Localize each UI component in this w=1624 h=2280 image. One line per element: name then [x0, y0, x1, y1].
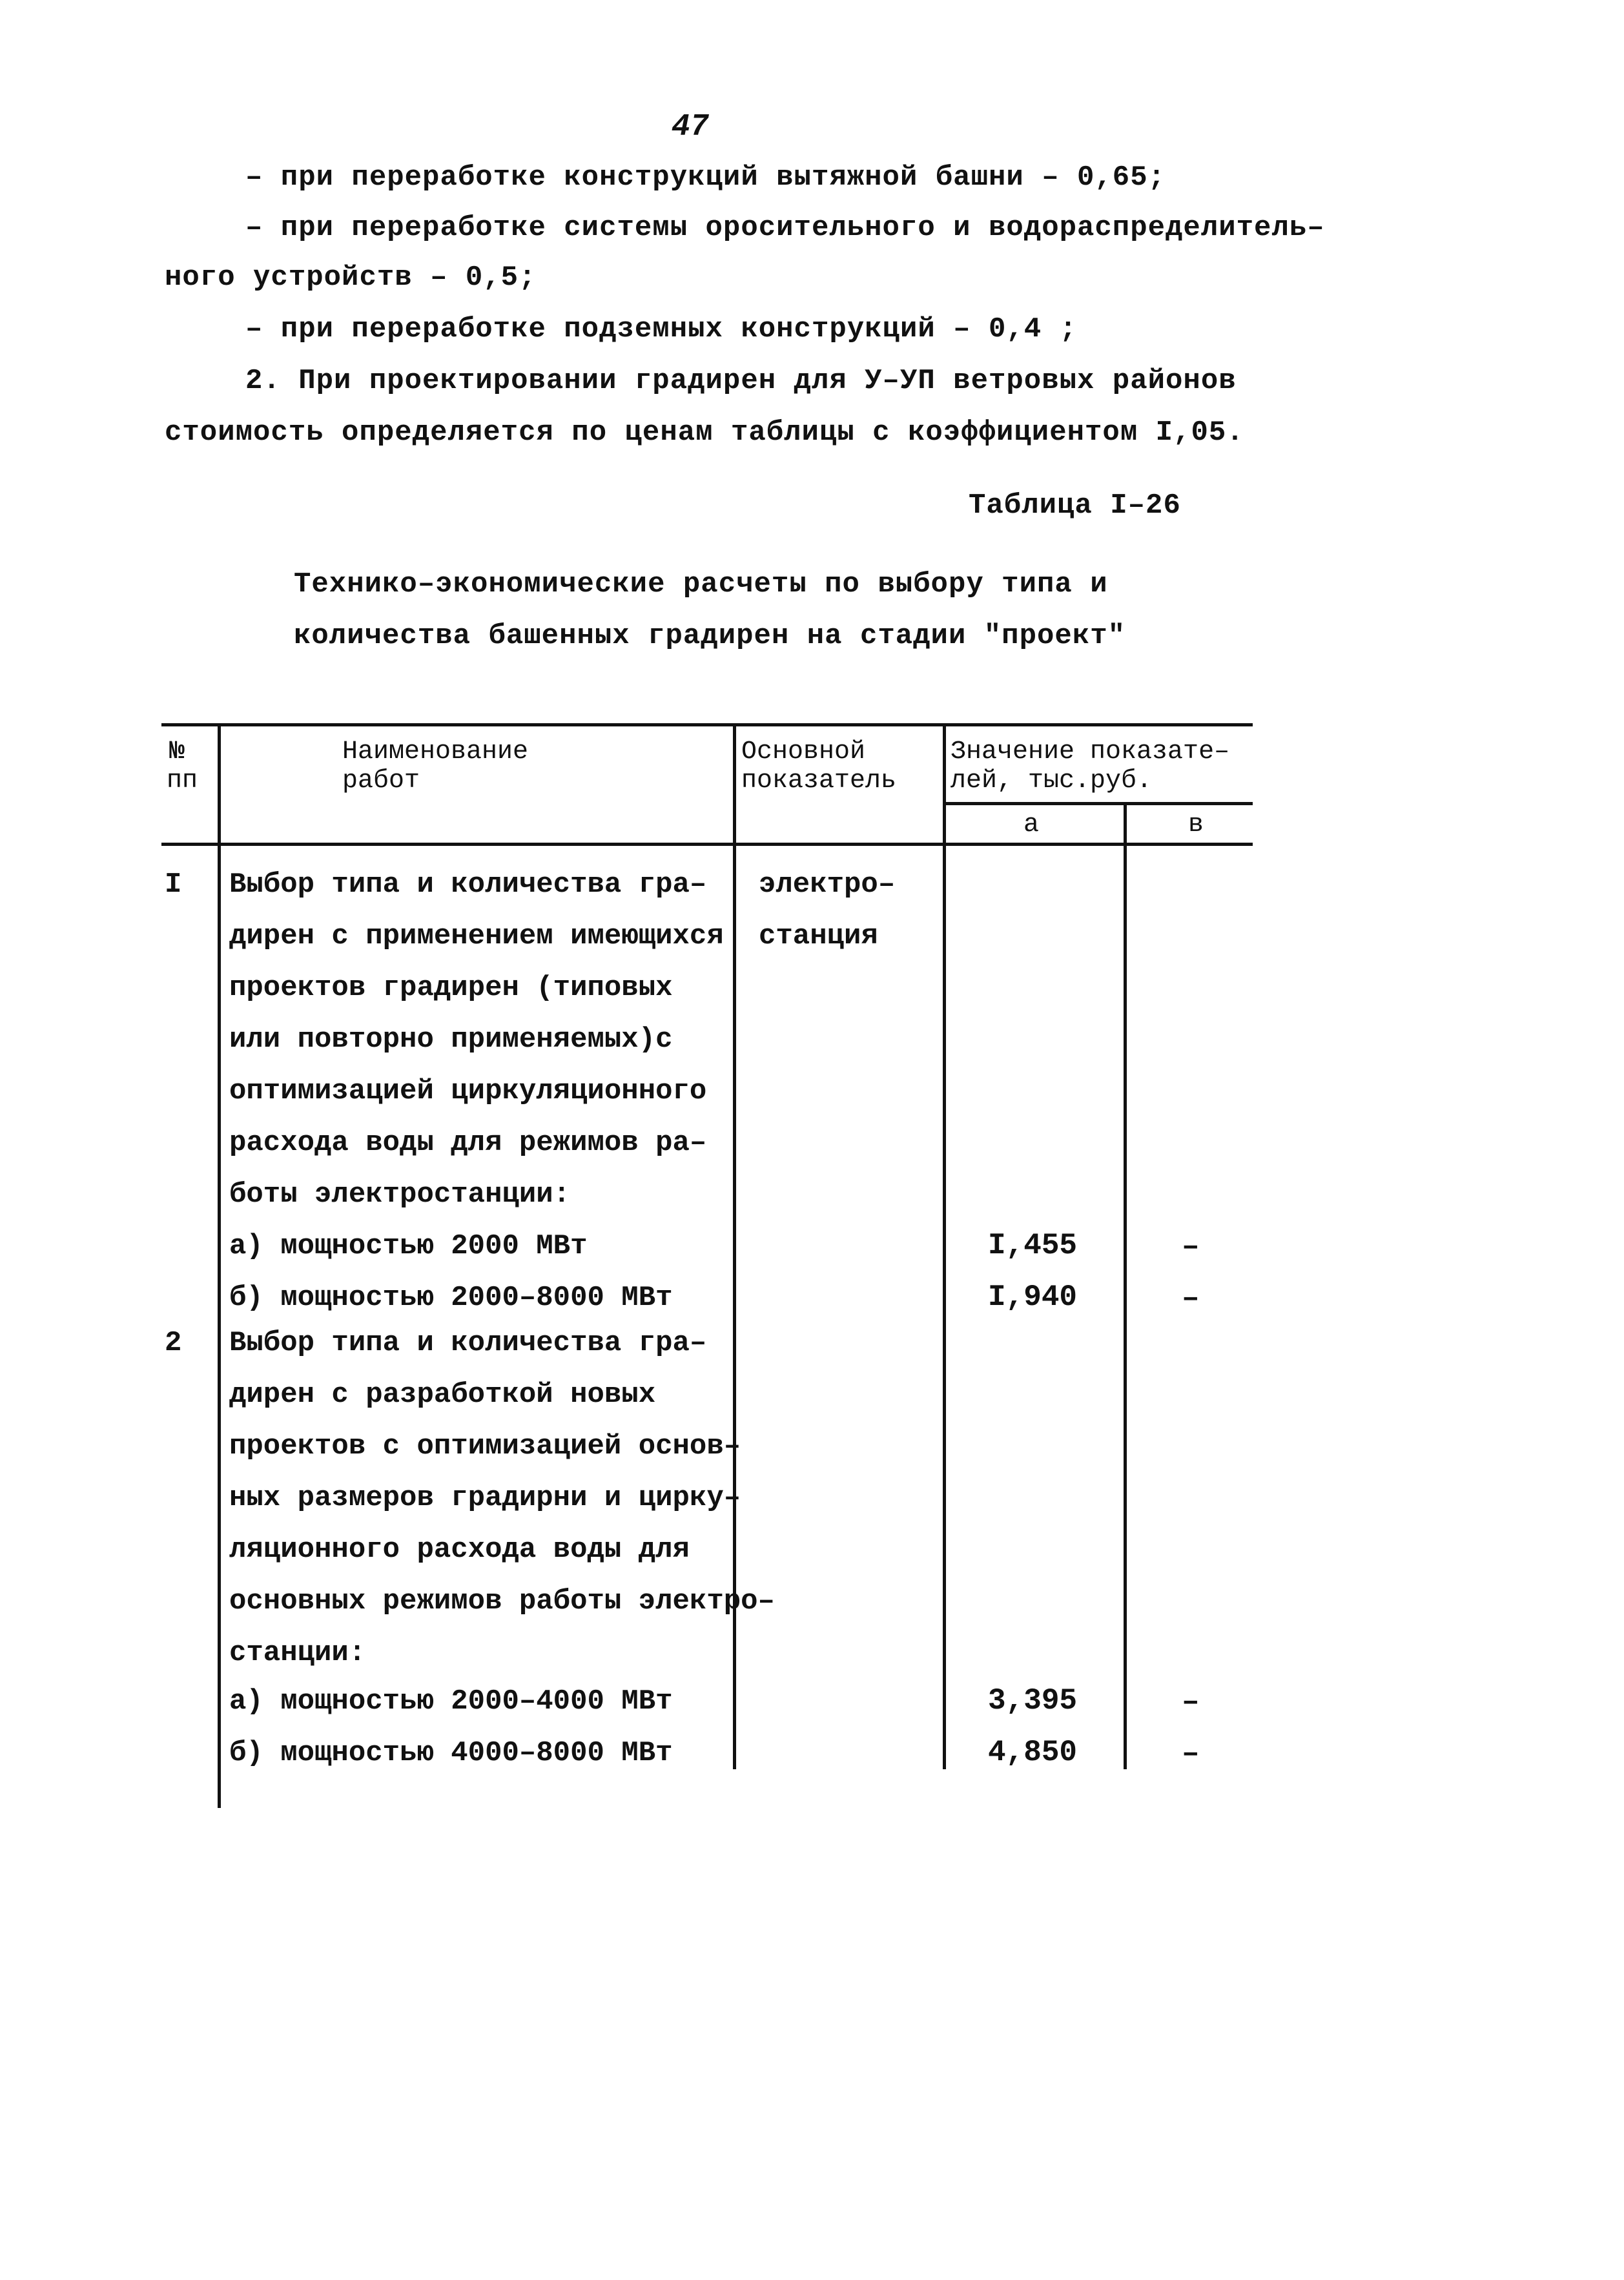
intro-line-6: стоимость определяется по ценам таблицы с коэффициентом I,05. — [165, 416, 1244, 449]
value-b: – — [1182, 1685, 1200, 1719]
value-b: – — [1182, 1737, 1200, 1771]
row-number: I — [165, 868, 182, 901]
value-b: – — [1182, 1230, 1200, 1264]
table-label: Таблица I–26 — [969, 489, 1181, 522]
table-title-line-1: Технико–экономические расчеты по выбору типа и — [294, 568, 1108, 601]
intro-line-3: ного устройств – 0,5; — [165, 262, 537, 294]
row-number: 2 — [165, 1327, 182, 1359]
value-a: I,940 — [988, 1280, 1078, 1314]
header-col-a: а — [1023, 810, 1040, 839]
intro-line-1: – при переработке конструкций вытяжной башни – 0,65; — [245, 161, 1166, 194]
col-divider-ab — [1124, 802, 1127, 1769]
value-a: 4,850 — [988, 1736, 1078, 1769]
col-divider-1 — [218, 723, 221, 1808]
header-col-b: в — [1188, 810, 1204, 839]
value-a: 3,395 — [988, 1684, 1078, 1718]
value-a: I,455 — [988, 1229, 1078, 1262]
page-number: 47 — [672, 110, 709, 145]
intro-line-5: 2. При проектировании градирен для У–УП ветровых районов — [245, 365, 1237, 397]
intro-line-2: – при переработке системы оросительного и водораспределитель– — [245, 212, 1325, 244]
header-bottom-border — [161, 843, 1253, 846]
intro-line-4: – при переработке подземных конструкций – 0,4 ; — [245, 313, 1078, 345]
col-divider-3 — [943, 723, 946, 1769]
table-top-border — [161, 723, 1253, 726]
header-subdivider — [946, 802, 1253, 805]
table-title-line-2: количества башенных градирен на стадии "проект" — [294, 620, 1126, 652]
value-b: – — [1182, 1282, 1200, 1315]
